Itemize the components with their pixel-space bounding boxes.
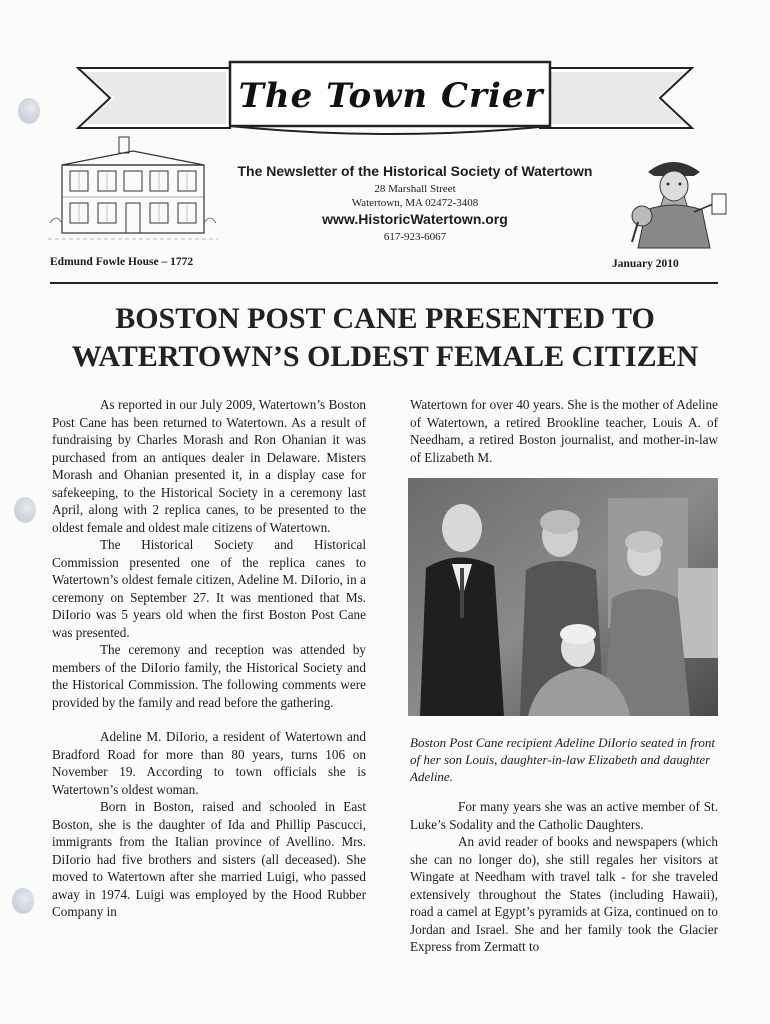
paragraph: Watertown for over 40 years. She is the mother of Adeline of Watertown, a retired Brookline teacher, Louis A. of Needham, a retired Boston journalist, and mother-in-law of Elizabeth M. [410,397,718,465]
article-headline [40,300,730,376]
header-divider [50,282,718,284]
paragraph: The ceremony and reception was attended by members of the DiIorio family, the Historical Society and the Historical Commission. The following comments were provided by the family and read before the gathering. [52,642,366,710]
address-street: 28 Marshall Street [374,183,456,195]
issue-date: January 2010 [612,258,679,270]
headline-line-1: BOSTON POST CANE PRESENTED TO [115,302,655,335]
paragraph: Born in Boston, raised and schooled in East Boston, she is the daughter of Ida and Phillip Pascucci, immigrants from the Italian province of Avellino. Mrs. DiIorio had five brothers and sisters (all deceased). She moved to Watertown after she married Luigi, who passed away in 1974. Luigi was employed by the Hood Rubber Company in [52,799,366,919]
scan-hole-punch [12,888,34,914]
headline-line-2: WATERTOWN’S OLDEST FEMALE CITIZEN [71,340,699,373]
website-link[interactable]: www.HistoricWatertown.org [322,211,508,227]
article-right-column [410,396,718,466]
photo-caption: Boston Post Cane recipient Adeline DiIorio seated in front of her son Louis, daughter-in-law Elizabeth and daughter Adeline. [410,735,715,784]
article-left-column [52,396,366,921]
scan-hole-punch [18,98,40,124]
house-caption: Edmund Fowle House – 1772 [50,256,194,268]
address-city: Watertown, MA 02472-3408 [351,197,479,209]
scan-hole-punch [14,497,36,523]
masthead-title: The Town Crier [238,76,544,116]
paragraph: An avid reader of books and newspapers (which she can no longer do), she still regales her visitors at Wingate at Needham with travel talk - for she traveled extensively throughout the States (including Hawaii), road a camel at Egypt’s pyramids at Giza, continued on to Jordan and Israel. She and her family took the Glacier Express from Zermatt to [410,834,718,954]
article-right-column-continued [410,798,718,956]
diiorio-family-photo [408,478,718,716]
paragraph: As reported in our July 2009, Watertown’s Boston Post Cane has been returned to Watertown. As a result of fundraising by Charles Morash and Ron Ohanian it was purchased from an antiques dealer in Delaware. Misters Morash and Ohanian presented it, in a display case for safekeeping, to the Historical Society in a ceremony last April, along with 2 replica canes, to be presented to the oldest female and oldest male citizens of Watertown. [52,397,366,535]
paragraph: For many years she was an active member of St. Luke’s Sodality and the Catholic Daughters. [410,799,718,832]
newsletter-name: The Newsletter of the Historical Society of Watertown [237,163,593,179]
town-crier-icon [618,150,728,250]
paragraph: Adeline M. DiIorio, a resident of Watertown and Bradford Road for more than 80 years, turns 106 on November 19. According to town officials she is Watertown’s oldest woman. [52,729,366,797]
phone-number: 617-923-6067 [383,231,447,243]
paragraph: The Historical Society and Historical Commission presented one of the replica canes to Watertown’s oldest female citizen, Adeline M. DiIorio, in a ceremony on September 27. It was mentioned that Ms. DiIorio was 5 years old when the first Boston Post Cane was presented. [52,537,366,640]
